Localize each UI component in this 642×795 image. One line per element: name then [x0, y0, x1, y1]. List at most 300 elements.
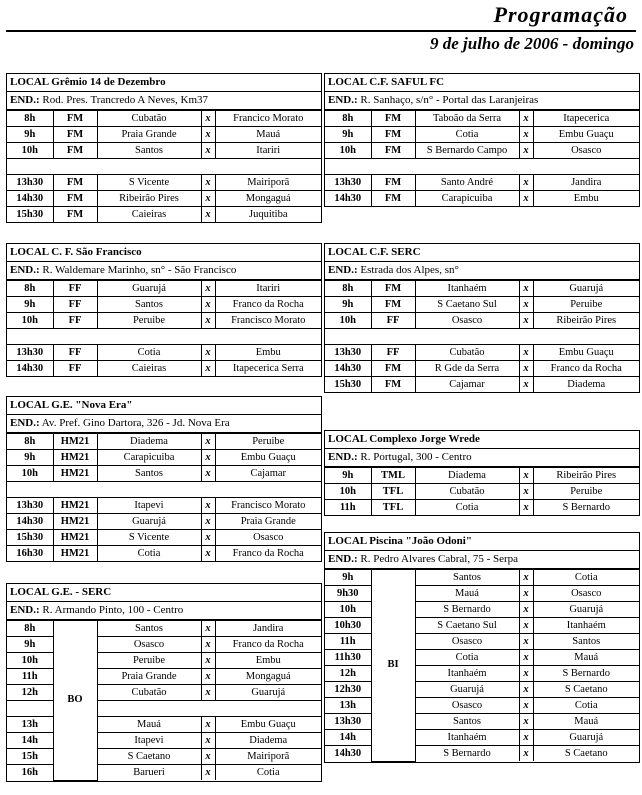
match-category: FM: [371, 191, 415, 207]
versus-mark: x: [519, 377, 533, 393]
address-label: END.:: [10, 604, 40, 616]
match-time: 9h: [325, 570, 371, 586]
home-team: S Vicente: [97, 175, 201, 191]
away-team: Guarujá: [215, 685, 321, 701]
away-team: Mairiporã: [215, 175, 321, 191]
table-row: [7, 127, 321, 143]
table-row: [7, 361, 321, 377]
gap-cell: [7, 482, 321, 498]
venue-address: Estrada dos Alpes, sn°: [360, 264, 459, 276]
table-row: [325, 468, 639, 484]
local-label: LOCAL: [10, 586, 49, 598]
away-team: Cotia: [533, 570, 639, 586]
match-time: 14h30: [325, 361, 371, 377]
match-time: 10h: [7, 653, 53, 669]
match-time: 8h: [325, 111, 371, 127]
match-category: FF: [371, 345, 415, 361]
home-team: Caieiras: [97, 207, 201, 223]
match-category: FM: [53, 143, 97, 159]
venue-name: Complexo Jorge Wrede: [369, 433, 480, 445]
versus-mark: x: [201, 297, 215, 313]
versus-mark: x: [201, 653, 215, 669]
away-team: Mauá: [533, 650, 639, 666]
versus-mark: x: [519, 602, 533, 618]
table-row: [7, 191, 321, 207]
versus-mark: x: [201, 669, 215, 685]
match-category: HM21: [53, 498, 97, 514]
venue-local-line: [325, 244, 639, 262]
table-row: [325, 377, 639, 393]
match-category: FM: [371, 143, 415, 159]
home-team: Cotia: [97, 345, 201, 361]
match-category: FM: [371, 361, 415, 377]
match-category: FM: [53, 191, 97, 207]
match-time: 13h30: [7, 498, 53, 514]
match-category: FM: [371, 127, 415, 143]
home-team: Cubatão: [415, 484, 519, 500]
versus-mark: x: [519, 730, 533, 746]
venue-name: C. F. São Francisco: [51, 246, 142, 258]
match-time: 11h: [325, 634, 371, 650]
venue-address-line: [7, 602, 321, 620]
away-team: S Bernardo: [533, 500, 639, 516]
away-team: Guarujá: [533, 602, 639, 618]
match-time: 8h: [7, 621, 53, 637]
home-team: Ribeirão Pires: [97, 191, 201, 207]
away-team: Embu Guaçu: [215, 450, 321, 466]
match-time: 13h30: [325, 175, 371, 191]
away-team: Praia Grande: [215, 514, 321, 530]
home-team: Caieiras: [97, 361, 201, 377]
home-team: Carapicuiba: [415, 191, 519, 207]
table-row: [325, 175, 639, 191]
table-row: [7, 297, 321, 313]
versus-mark: x: [201, 514, 215, 530]
versus-mark: x: [519, 297, 533, 313]
gap-cell: [97, 701, 321, 717]
away-team: Embu Guaçu: [533, 345, 639, 361]
match-time: 11h: [7, 669, 53, 685]
table-row: [7, 546, 321, 562]
table-row: [325, 500, 639, 516]
versus-mark: x: [201, 765, 215, 781]
table-row: [325, 313, 639, 329]
versus-mark: x: [519, 650, 533, 666]
away-team: Santos: [533, 634, 639, 650]
versus-mark: x: [201, 175, 215, 191]
versus-mark: x: [519, 361, 533, 377]
home-team: Santos: [415, 714, 519, 730]
away-team: Guarujá: [533, 281, 639, 297]
versus-mark: x: [519, 468, 533, 484]
table-row: [325, 281, 639, 297]
match-category: FM: [371, 377, 415, 393]
versus-mark: x: [519, 618, 533, 634]
match-category: FF: [53, 281, 97, 297]
home-team: S Bernardo: [415, 602, 519, 618]
match-category: TFL: [371, 484, 415, 500]
match-category: HM21: [53, 450, 97, 466]
venue-address-line: [7, 262, 321, 280]
versus-mark: x: [201, 733, 215, 749]
versus-mark: x: [201, 111, 215, 127]
venue-local-line: [325, 533, 639, 551]
schedule-table: [7, 110, 321, 222]
venue-local-line: [7, 397, 321, 415]
venue-cf-serc: [324, 243, 640, 393]
away-team: Peruibe: [533, 297, 639, 313]
versus-mark: x: [519, 175, 533, 191]
away-team: Osasco: [533, 586, 639, 602]
venue-saful: [324, 73, 640, 207]
table-row: [325, 143, 639, 159]
table-gap-row: [7, 329, 321, 345]
away-team: Peruibe: [533, 484, 639, 500]
versus-mark: x: [519, 698, 533, 714]
home-team: Cotia: [97, 546, 201, 562]
home-team: Carapicuiba: [97, 450, 201, 466]
away-team: Francisco Morato: [215, 498, 321, 514]
table-row: [325, 111, 639, 127]
match-time: 10h: [325, 313, 371, 329]
venue-address: R. Waldemare Marinho, sn° - São Francisco: [42, 264, 237, 276]
address-label: END.:: [10, 417, 40, 429]
home-team: Cotia: [415, 500, 519, 516]
match-time: 13h30: [325, 345, 371, 361]
match-time: 14h30: [7, 361, 53, 377]
match-time: 16h: [7, 765, 53, 781]
away-team: Mongaguá: [215, 669, 321, 685]
home-team: Osasco: [97, 637, 201, 653]
match-category: FF: [53, 361, 97, 377]
match-time: 8h: [7, 281, 53, 297]
local-label: LOCAL: [328, 76, 367, 88]
venue-address: R. Portugal, 300 - Centro: [360, 451, 472, 463]
schedule-table: [7, 280, 321, 376]
away-team: Itariri: [215, 143, 321, 159]
table-gap-row: [7, 482, 321, 498]
home-team: Santos: [415, 570, 519, 586]
gap-cell: [325, 329, 639, 345]
home-team: Peruibe: [97, 313, 201, 329]
match-category: FM: [371, 175, 415, 191]
away-team: S Bernardo: [533, 666, 639, 682]
versus-mark: x: [201, 345, 215, 361]
home-team: Diadema: [97, 434, 201, 450]
table-row: [7, 434, 321, 450]
match-time: 9h30: [325, 586, 371, 602]
home-team: S Bernardo Campo: [415, 143, 519, 159]
match-time: 9h: [325, 297, 371, 313]
table-row: [7, 345, 321, 361]
match-category: FF: [371, 313, 415, 329]
home-team: Itanhaém: [415, 730, 519, 746]
away-team: Itariri: [215, 281, 321, 297]
venue-local-line: [7, 584, 321, 602]
match-time: 13h30: [7, 175, 53, 191]
home-team: Santos: [97, 143, 201, 159]
match-time: 9h: [7, 297, 53, 313]
away-team: Jandira: [215, 621, 321, 637]
match-category: FF: [53, 345, 97, 361]
table-row: [7, 466, 321, 482]
versus-mark: x: [201, 685, 215, 701]
gap-cell: [325, 159, 639, 175]
away-team: S Caetano: [533, 682, 639, 698]
event-date: 9 de julho de 2006 - domingo: [429, 34, 634, 53]
away-team: Jandira: [533, 175, 639, 191]
versus-mark: x: [519, 586, 533, 602]
match-category: FM: [53, 111, 97, 127]
address-label: END.:: [10, 94, 40, 106]
table-row: [7, 450, 321, 466]
venue-name: C.F. SERC: [369, 246, 421, 258]
venue-local-line: [325, 74, 639, 92]
match-category: HM21: [53, 546, 97, 562]
schedule-table: [7, 620, 321, 781]
away-team: Juquitiba: [215, 207, 321, 223]
home-team: Cubatão: [97, 685, 201, 701]
away-team: Osasco: [215, 530, 321, 546]
versus-mark: x: [201, 281, 215, 297]
match-category: FF: [53, 313, 97, 329]
address-label: END.:: [328, 451, 358, 463]
table-gap-row: [325, 159, 639, 175]
table-row: [325, 484, 639, 500]
versus-mark: x: [519, 281, 533, 297]
table-row: [7, 498, 321, 514]
versus-mark: x: [519, 570, 533, 586]
home-team: Taboão da Serra: [415, 111, 519, 127]
address-label: END.:: [10, 264, 40, 276]
home-team: Osasco: [415, 313, 519, 329]
table-gap-row: [7, 159, 321, 175]
away-team: Embu: [533, 191, 639, 207]
venue-name: G.E. - SERC: [51, 586, 112, 598]
versus-mark: x: [201, 207, 215, 223]
match-time: 14h30: [325, 191, 371, 207]
match-time: 12h30: [325, 682, 371, 698]
away-team: Franco da Rocha: [215, 637, 321, 653]
match-time: 11h: [325, 500, 371, 516]
match-category: HM21: [53, 514, 97, 530]
versus-mark: x: [201, 749, 215, 765]
venue-address-line: [7, 92, 321, 110]
versus-mark: x: [201, 498, 215, 514]
address-label: END.:: [328, 94, 358, 106]
venue-address-line: [325, 551, 639, 569]
local-label: LOCAL: [10, 246, 49, 258]
venue-sao-francisco: [6, 243, 322, 377]
match-time: 8h: [325, 281, 371, 297]
versus-mark: x: [519, 313, 533, 329]
local-label: LOCAL: [10, 76, 49, 88]
versus-mark: x: [519, 143, 533, 159]
match-time: 14h: [7, 733, 53, 749]
away-team: Ribeirão Pires: [533, 313, 639, 329]
home-team: Santos: [97, 297, 201, 313]
away-team: S Caetano: [533, 746, 639, 762]
table-row: [325, 127, 639, 143]
home-team: Cotia: [415, 650, 519, 666]
away-team: Itanhaém: [533, 618, 639, 634]
home-team: Cubatão: [415, 345, 519, 361]
away-team: Diadema: [215, 733, 321, 749]
home-team: Cubatão: [97, 111, 201, 127]
versus-mark: x: [519, 191, 533, 207]
match-time: 11h30: [325, 650, 371, 666]
home-team: Osasco: [415, 698, 519, 714]
versus-mark: x: [201, 313, 215, 329]
home-team: S Caetano: [97, 749, 201, 765]
match-time: 10h30: [325, 618, 371, 634]
home-team: Osasco: [415, 634, 519, 650]
venue-address-line: [325, 449, 639, 467]
away-team: Ribeirão Pires: [533, 468, 639, 484]
away-team: Embu Guaçu: [533, 127, 639, 143]
table-row: [325, 361, 639, 377]
match-time: 13h30: [7, 345, 53, 361]
away-team: Mauá: [215, 127, 321, 143]
match-time: 14h30: [325, 746, 371, 762]
home-team: S Caetano Sul: [415, 618, 519, 634]
away-team: Mairiporã: [215, 749, 321, 765]
match-time: 10h: [7, 143, 53, 159]
versus-mark: x: [201, 191, 215, 207]
address-label: END.:: [328, 264, 358, 276]
away-team: Franco da Rocha: [215, 546, 321, 562]
home-team: S Bernardo: [415, 746, 519, 762]
home-team: S Vicente: [97, 530, 201, 546]
match-time: 9h: [7, 450, 53, 466]
schedule-table: [325, 110, 639, 206]
match-time: 10h: [325, 484, 371, 500]
match-category: HM21: [53, 434, 97, 450]
table-row: [7, 143, 321, 159]
venue-name: G.E. "Nova Era": [51, 399, 133, 411]
match-time: 10h: [325, 143, 371, 159]
home-team: Diadema: [415, 468, 519, 484]
venue-name: C.F. SAFUL FC: [369, 76, 445, 88]
match-time: 9h: [325, 127, 371, 143]
match-time: 12h: [7, 685, 53, 701]
away-team: Osasco: [533, 143, 639, 159]
match-time: 10h: [325, 602, 371, 618]
match-time: 9h: [7, 127, 53, 143]
gap-cell: [7, 329, 321, 345]
versus-mark: x: [201, 361, 215, 377]
match-time: 14h30: [7, 191, 53, 207]
away-team: Mongaguá: [215, 191, 321, 207]
versus-mark: x: [201, 143, 215, 159]
address-label: END.:: [328, 553, 358, 565]
away-team: Itapecerica: [533, 111, 639, 127]
versus-mark: x: [519, 666, 533, 682]
venue-local-line: [7, 74, 321, 92]
home-team: Cajamar: [415, 377, 519, 393]
match-time: 9h: [7, 637, 53, 653]
match-time: 8h: [7, 111, 53, 127]
versus-mark: x: [519, 484, 533, 500]
match-time: 15h30: [7, 530, 53, 546]
match-category: FM: [53, 175, 97, 191]
page-title: Programação: [493, 2, 628, 27]
home-team: Mauá: [97, 717, 201, 733]
away-team: Franco da Rocha: [215, 297, 321, 313]
versus-mark: x: [201, 546, 215, 562]
local-label: LOCAL: [328, 535, 367, 547]
versus-mark: x: [201, 466, 215, 482]
modality-code: BI: [371, 570, 415, 762]
venue-address: R. Sanhaço, s/n° - Portal das Laranjeiras: [360, 94, 539, 106]
table-gap-row: [325, 329, 639, 345]
match-category: FM: [371, 281, 415, 297]
match-time: 15h30: [325, 377, 371, 393]
match-time: 13h: [325, 698, 371, 714]
versus-mark: x: [519, 746, 533, 762]
match-category: FM: [371, 111, 415, 127]
versus-mark: x: [519, 345, 533, 361]
venue-name: Piscina "João Odoni": [369, 535, 472, 547]
match-category: FM: [53, 127, 97, 143]
title-rule: [6, 30, 636, 32]
home-team: Barueri: [97, 765, 201, 781]
away-team: Francico Morato: [215, 111, 321, 127]
schedule-table: [325, 280, 639, 392]
home-team: Itanhaém: [415, 666, 519, 682]
versus-mark: x: [519, 500, 533, 516]
home-team: Guarujá: [97, 514, 201, 530]
match-time: 13h30: [325, 714, 371, 730]
table-row: [325, 570, 639, 586]
away-team: Cotia: [533, 698, 639, 714]
home-team: Santo André: [415, 175, 519, 191]
local-label: LOCAL: [328, 246, 367, 258]
away-team: Embu: [215, 653, 321, 669]
away-team: Embu Guaçu: [215, 717, 321, 733]
venue-gremio: [6, 73, 322, 223]
venue-piscina: [324, 532, 640, 763]
venue-jorge-wrede: [324, 430, 640, 516]
table-row: [7, 207, 321, 223]
match-time: 8h: [7, 434, 53, 450]
table-row: [7, 313, 321, 329]
versus-mark: x: [201, 637, 215, 653]
versus-mark: x: [519, 634, 533, 650]
match-time: 10h: [7, 466, 53, 482]
versus-mark: x: [201, 434, 215, 450]
match-time: 15h30: [7, 207, 53, 223]
match-category: TFL: [371, 500, 415, 516]
versus-mark: x: [201, 530, 215, 546]
venue-local-line: [7, 244, 321, 262]
away-team: Peruibe: [215, 434, 321, 450]
local-label: LOCAL: [10, 399, 49, 411]
home-team: Mauá: [415, 586, 519, 602]
home-team: Peruibe: [97, 653, 201, 669]
home-team: Praia Grande: [97, 669, 201, 685]
venue-address-line: [7, 415, 321, 433]
away-team: Mauá: [533, 714, 639, 730]
versus-mark: x: [519, 682, 533, 698]
venue-address-line: [325, 262, 639, 280]
table-row: [7, 175, 321, 191]
home-team: Itanhaém: [415, 281, 519, 297]
match-category: TML: [371, 468, 415, 484]
home-team: Praia Grande: [97, 127, 201, 143]
versus-mark: x: [201, 127, 215, 143]
match-time: 13h: [7, 717, 53, 733]
